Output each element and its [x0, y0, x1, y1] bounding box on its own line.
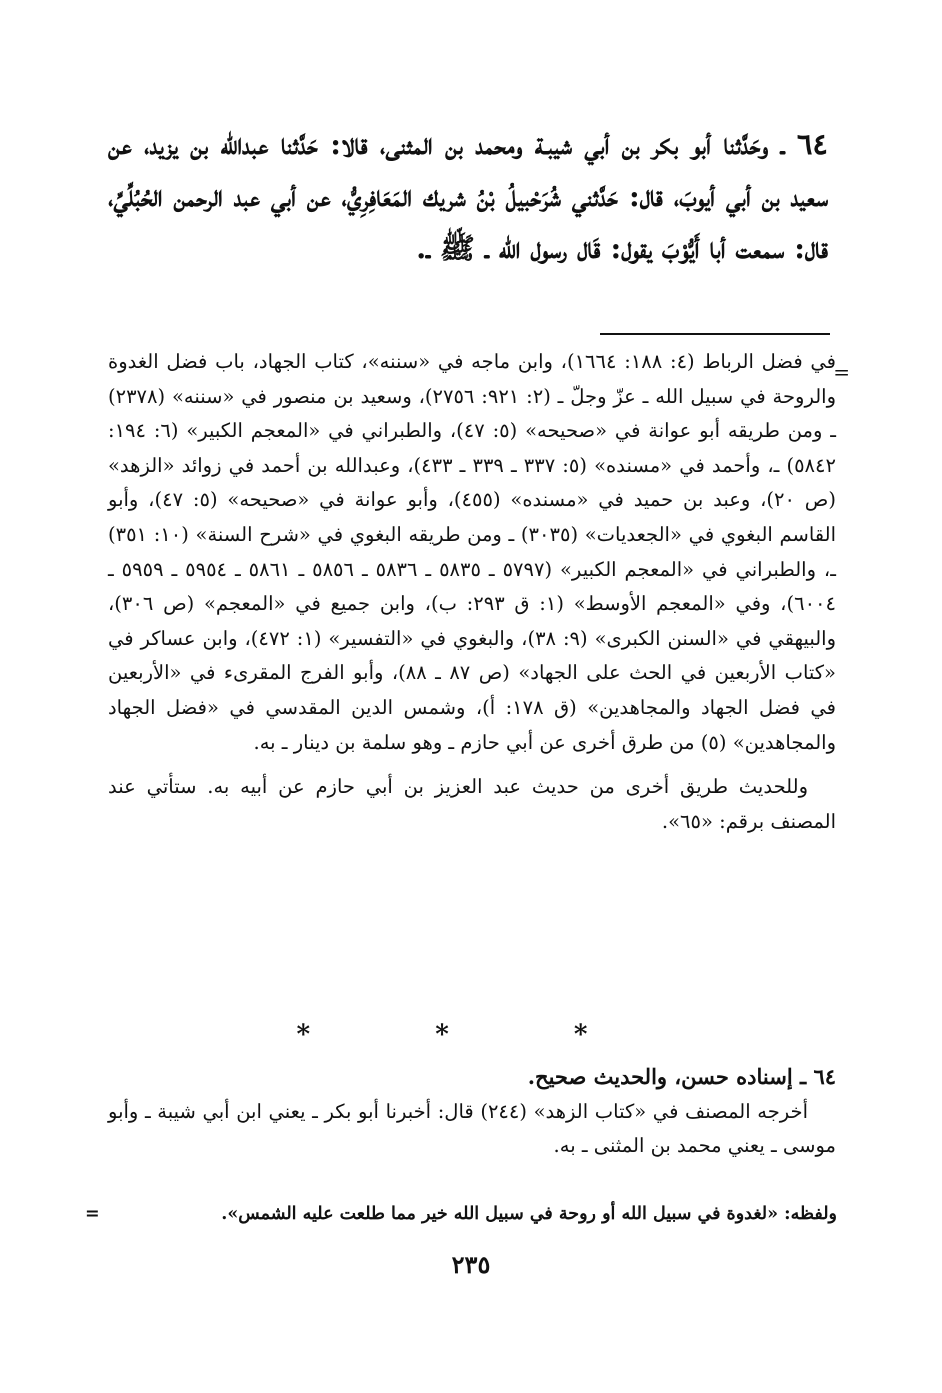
footnote-continuation-mark: =	[833, 360, 850, 384]
section-separator-stars: * * *	[296, 1020, 646, 1050]
commentary-last-mark: =	[85, 1204, 100, 1224]
commentary-heading: ٦٤ ـ إسناده حسن، والحديث صحيح.	[527, 1064, 836, 1089]
footnote-paragraph-1: في فضل الرباط (٤: ١٨٨: ١٦٦٤)، وابن ماجه في «سننه»، كتاب الجهاد، باب فضل الغدوة والروحة في سبيل الله ـ عزّ وجلّ ـ (٢: ٩٢١: ٢٧٥٦)، وسعيد بن منصور في «سننه» (٢٣٧٨) ـ ومن طريقه أبو عوانة في «صحيحه» (٥: ٤٧)، والطبراني في «المعجم الكبير» (٦: ١٩٤: ٥٨٤٢) ـ، وأحمد في «مسنده» (٥: ٣٣٧ ـ ٣٣٩ ـ ٤٣٣)، وعبدالله بن أحمد في زوائد «الزهد» (ص ٢٠)، وعبد بن حميد في «مسنده» (٤٥٥)، وأبو عوانة في «صحيحه» (٥: ٤٧)، وأبو القاسم البغوي في «الجعديات» (٣٠٣٥) ـ ومن طريقه البغوي في «شرح السنة» (١٠: ٣٥١) ـ، والطبراني في «المعجم الكبير» (٥٧٩٧ ـ ٥٨٣٥ ـ ٥٨٣٦ ـ ٥٨٥٦ ـ ٥٨٦١ ـ ٥٩٥٤ ـ ٥٩٥٩ ـ ٦٠٠٤)، وفي «المعجم الأوسط» (١: ق ٢٩٣: ب)، وابن جميع في «المعجم» (ص ٣٠٦)، والبيهقي في «السنن الكبرى» (٩: ٣٨)، والبغوي في «التفسير» (١: ٤٧٢)، وابن عساكر في «كتاب الأربعين في الحث على الجهاد» (ص ٨٧ ـ ٨٨)، وأبو الفرج المقرىء في «الأربعين في فضل الجهاد والمجاهدين» (ق ١٧٨: أ)، وشمس الدين المقدسي في «فضل الجهاد والمجاهدين» (٥) من طرق أخرى عن أبي حازم ـ وهو سلمة بن دينار ـ به.	[108, 350, 836, 754]
hadith-text	[108, 118, 828, 274]
hadith-body: وحَدَّثنا أبو بكر بن أبي شيبـة ومحمد بن المثنى، قالا: حَدَّثنا عبدالله بن يزيد، عن سعيد بن أبي أيوبَ، قال: حَدَّثني شُرَحْبيلُ بْنُ شريك المَعَافِرِيُّ، عن أبي عبد الرحمن الحُبُلِّيِّ، قال: سمعت أبا أَيُّوْبَ يقول: قَال رسول الله ـ ﷺ ـ.	[108, 127, 828, 265]
hadith-number: ٦٤ ـ	[780, 127, 828, 161]
commentary-last-text: ولفظه: «لغدوة في سبيل الله أو روحة في سبيل الله خير مما طلعت عليه الشمس».	[221, 1204, 837, 1224]
footnotes	[108, 345, 836, 839]
footnote-separator-rule	[600, 333, 830, 335]
footnote-paragraph-2: وللحديث طريق أخرى من حديث عبد العزيز بن أبي حازم عن أبيه به. ستأتي عند المصنف برقم: «٦٥».	[108, 775, 836, 833]
page-number: ٢٣٥	[451, 1250, 491, 1279]
commentary-paragraph: أخرجه المصنف في «كتاب الزهد» (٢٤٤) قال: أخبرنا أبو بكر ـ يعني ابن أبي شيبة ـ وأبو موسى ـ يعني محمد بن المثنى ـ به.	[108, 1099, 836, 1158]
commentary	[108, 1060, 836, 1164]
commentary-last-line	[85, 1200, 837, 1228]
